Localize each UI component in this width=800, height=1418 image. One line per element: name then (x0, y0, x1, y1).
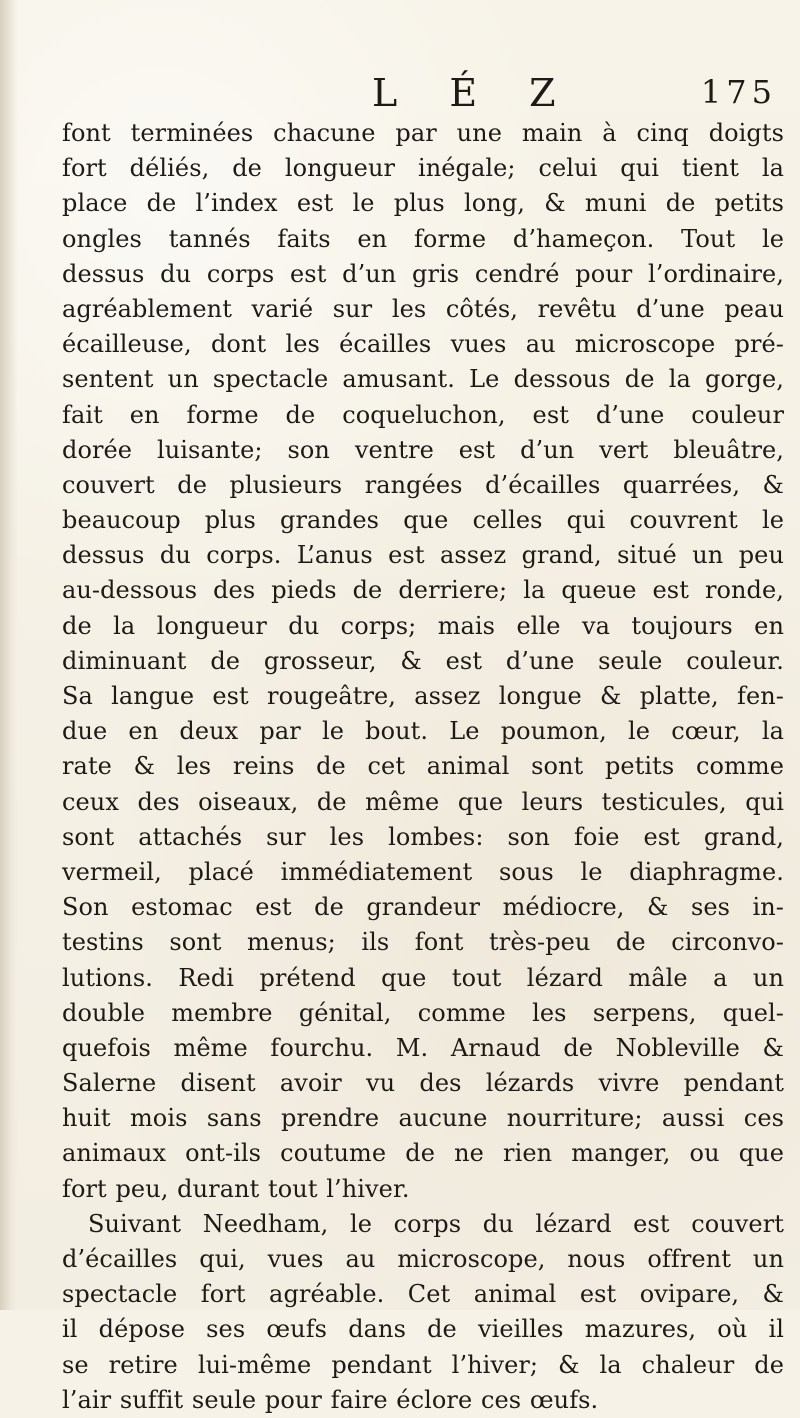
text-line-9: fait en forme de coqueluchon, est d’une couleur (62, 400, 784, 429)
text-line-13: dessus du corps. L’anus est assez grand, situé un peu (62, 541, 784, 570)
text-line-32: Suivant Needham, le corps du lézard est couvert (88, 1209, 784, 1238)
text-line-20: ceux des oiseaux, de même que leurs testicules, qui (62, 787, 784, 816)
text-line-34: spectacle fort agréable. Cet animal est ovipare, & (62, 1280, 784, 1309)
page-text (62, 116, 784, 1418)
text-line-17: Sa langue est rougeâtre, assez longue & platte, fen- (62, 682, 784, 710)
text-line-2: fort déliés, de longueur inégale; celui qui tient la (62, 154, 784, 183)
text-line-18: due en deux par le bout. Le poumon, le cœur, la (62, 717, 784, 746)
text-line-12: beaucoup plus grandes que celles qui couvrent le (62, 506, 784, 535)
text-line-5: dessus du corps est d’un gris cendré pour l’ordinaire, (62, 259, 784, 288)
text-line-29: huit mois sans prendre aucune nourriture; aussi ces (62, 1104, 784, 1133)
text-line-35: il dépose ses œufs dans de vieilles mazures, où il (62, 1315, 784, 1344)
text-line-21: sont attachés sur les lombes: son foie est grand, (62, 822, 784, 851)
text-line-30: animaux ont-ils coutume de ne rien manger, ou que (62, 1139, 784, 1168)
text-line-10: dorée luisante; son ventre est d’un vert bleuâtre, (62, 435, 784, 464)
text-line-1: font terminées chacune par une main à cinq doigts (62, 119, 784, 147)
text-line-22: vermeil, placé immédiatement sous le diaphragme. (62, 857, 784, 886)
text-line-4: ongles tannés faits en forme d’hameçon. Tout le (62, 224, 784, 253)
running-head: L É Z (372, 71, 576, 115)
text-line-3: place de l’index est le plus long, & muni de petits (62, 189, 784, 218)
text-line-36: se retire lui-même pendant l’hiver; & la chaleur de (62, 1350, 784, 1379)
text-line-37: l’air suffit seule pour faire éclore ces œufs. (62, 1385, 599, 1414)
text-line-14: au-dessous des pieds de derriere; la queue est ronde, (62, 576, 784, 605)
page-header (60, 71, 785, 116)
text-line-24: testins sont menus; ils font très-peu de circonvo- (62, 928, 784, 957)
page-number: 175 (700, 73, 777, 111)
text-line-16: diminuant de grosseur, & est d’une seule couleur. (62, 646, 784, 675)
text-line-6: agréablement varié sur les côtés, revêtu d’une peau (62, 294, 784, 323)
text-line-23: Son estomac est de grandeur médiocre, & ses in- (62, 893, 784, 922)
text-line-7: écailleuse, dont les écailles vues au microscope pré- (62, 330, 784, 359)
text-line-27: quefois même fourchu. M. Arnaud de Nobleville & (62, 1033, 784, 1062)
text-line-25: lutions. Redi prétend que tout lézard mâle a un (62, 963, 784, 992)
text-line-11: couvert de plusieurs rangées d’écailles quarrées, & (62, 470, 784, 499)
text-line-26: double membre génital, comme les serpens, quel- (62, 998, 784, 1027)
text-line-8: sentent un spectacle amusant. Le dessous de la gorge, (62, 365, 784, 394)
text-line-33: d’écailles qui, vues au microscope, nous offrent un (62, 1245, 784, 1273)
text-line-15: de la longueur du corps; mais elle va toujours en (62, 611, 784, 640)
text-line-31: fort peu, durant tout l’hiver. (62, 1174, 410, 1203)
text-line-28: Salerne disent avoir vu des lézards vivre pendant (62, 1069, 784, 1098)
text-line-19: rate & les reins de cet animal sont petits comme (62, 752, 784, 781)
page-gutter (0, 0, 18, 1310)
